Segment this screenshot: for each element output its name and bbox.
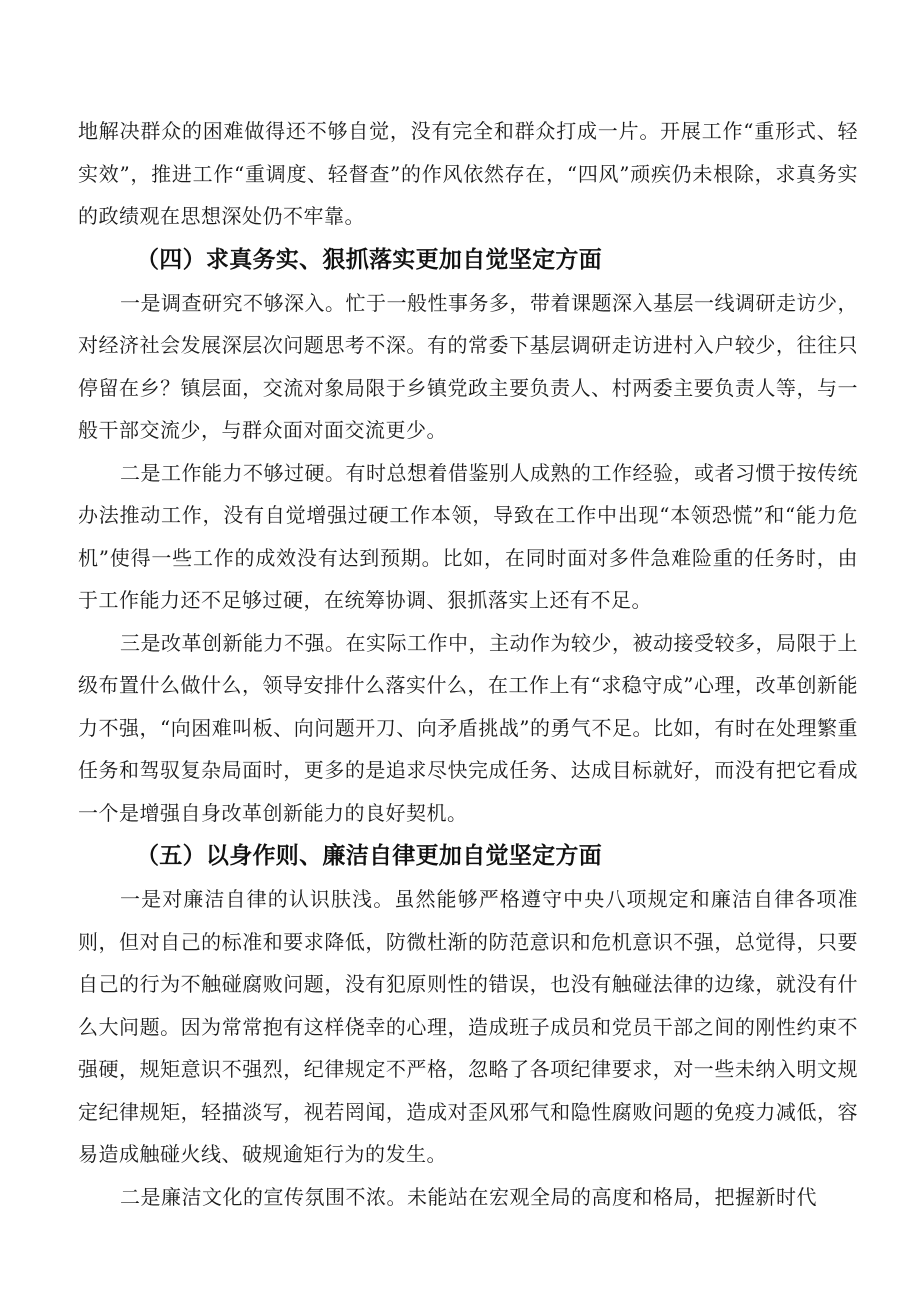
paragraph-5-2: 二是廉洁文化的宣传氛围不浓。未能站在宏观全局的高度和格局，把握新时代 <box>120 1184 817 1209</box>
paragraph-5-1: 一是对廉洁自律的认识肤浅。虽然能够严格遵守中央八项规定和廉洁自律各项准则，但对自己的标准和要求降低，防微杜渐的防范意识和危机意识不强，总觉得，只要自己的行为不触碰腐败问题，没有犯原则性的错误，也没有触碰法律的边缘，就没有什么大问题。因为常常抱有这样侥幸的心理，造成班子成员和党员干部之间的刚性约束不强硬，规矩意识不强烈，纪律规定不严格，忽略了各项纪律要求，对一些未纳入明文规定纪律规矩，轻描淡写，视若罔闻，造成对歪风邪气和隐性腐败问题的免疫力减低，容易造成触碰火线、破规逾矩行为的发生。 <box>78 887 858 1166</box>
document-page <box>78 110 858 1218</box>
section-heading-4: （四）求真务实、狠抓落实更加自觉坚定方面 <box>136 246 602 273</box>
paragraph-continuation: 地解决群众的困难做得还不够自觉，没有完全和群众打成一片。开展工作“重形式、轻实效”，推进工作“重调度、轻督查”的作风依然存在，“四风”顽疾仍未根除，求真务实的政绩观在思想深处仍不牢靠。 <box>78 119 858 228</box>
paragraph-4-1: 一是调查研究不够深入。忙于一般性事务多，带着课题深入基层一线调研走访少，对经济社会发展深层次问题思考不深。有的常委下基层调研走访进村入户较少，往往只停留在乡？镇层面，交流对象局限于乡镇党政主要负责人、村两委主要负责人等，与一般干部交流少，与群众面对面交流更少。 <box>78 290 858 442</box>
paragraph-4-3: 三是改革创新能力不强。在实际工作中，主动作为较少，被动接受较多，局限于上级布置什么做什么，领导安排什么落实什么，在工作上有“求稳守成”心理，改革创新能力不强，“向困难叫板、向问题开刀、向矛盾挑战”的勇气不足。比如，有时在处理繁重任务和驾驭复杂局面时，更多的是追求尽快完成任务、达成目标就好，而没有把它看成一个是增强自身改革创新能力的良好契机。 <box>78 630 858 825</box>
section-heading-5: （五）以身作则、廉洁自律更加自觉坚定方面 <box>136 843 602 869</box>
paragraph-4-2: 二是工作能力不够过硬。有时总想着借鉴别人成熟的工作经验，或者习惯于按传统办法推动工作，没有自觉增强过硬工作本领，导致在工作中出现“本领恐慌”和“能力危机”使得一些工作的成效没有达到预期。比如，在同时面对多件急难险重的任务时，由于工作能力还不足够过硬，在统筹协调、狠抓落实上还有不足。 <box>78 460 858 612</box>
